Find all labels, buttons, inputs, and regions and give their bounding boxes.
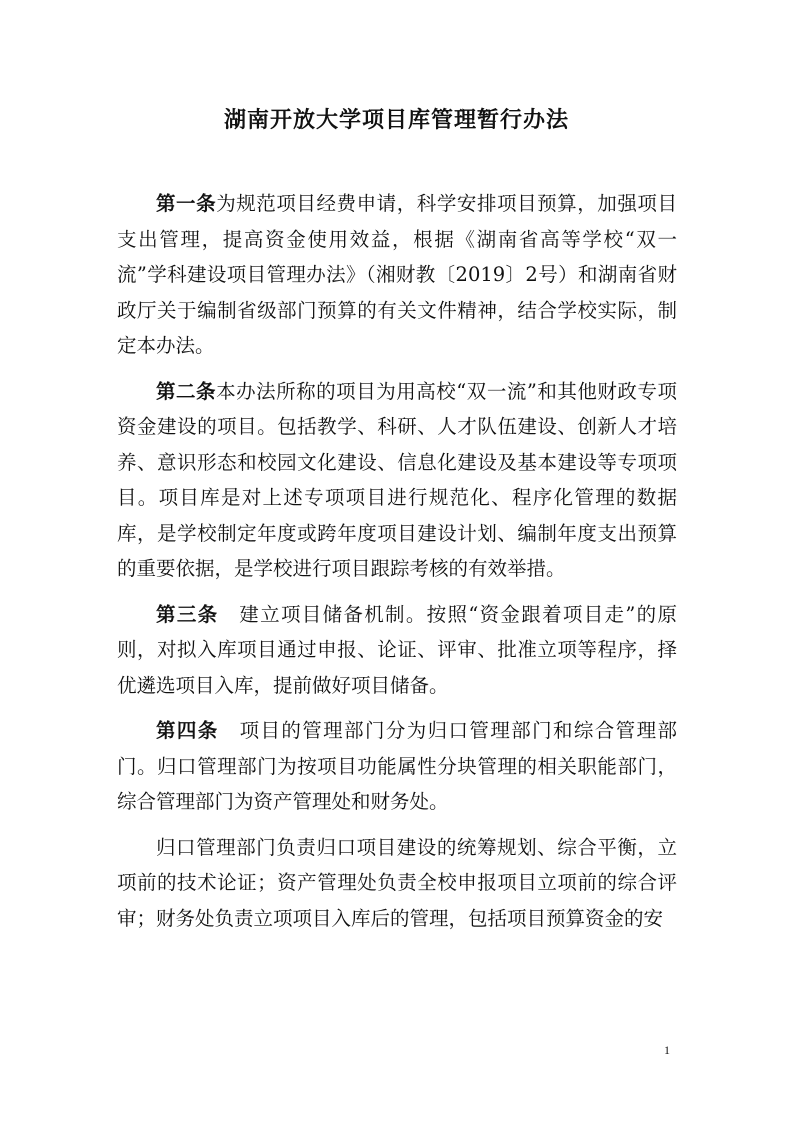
article-4-label: 第四条 [156, 719, 219, 742]
page-number: 1 [664, 1043, 670, 1057]
article-2 [117, 374, 677, 587]
article-3-sep [218, 603, 239, 626]
article-3 [117, 597, 677, 704]
article-1-label: 第一条 [156, 192, 217, 215]
article-3-text: 建立项目储备机制。按照“资金跟着项目走”的原则，对拟入库项目通过申报、论证、评审、批准立项等程序，择优遴选项目入库，提前做好项目储备。 [117, 602, 677, 697]
article-2-label: 第二条 [156, 379, 217, 403]
article-1 [117, 186, 677, 364]
article-4-text: 项目的管理部门分为归口管理部门和综合管理部门。归口管理部门为按项目功能属性分块管理的相关职能部门，综合管理部门为资产管理处和财务处。 [117, 719, 677, 813]
article-1-text: 为规范项目经费申请，科学安排项目预算，加强项目支出管理，提高资金使用效益，根据《湖南省高等学校“双一流”学科建设项目管理办法》（湘财教〔2019〕2号）和湖南省财政厅关于编制省级部门预算的有关文件精神，结合学校实际，制定本办法。 [117, 192, 677, 357]
article-2-text: 本办法所称的项目为用高校“双一流”和其他财政专项资金建设的项目。包括教学、科研、人才队伍建设、创新人才培养、意识形态和校园文化建设、信息化建设及基本建设等专项项目。项目库是对上述专项项目进行规范化、程序化管理的数据库，是学校制定年度或跨年度项目建设计划、编制年度支出预算的重要依据，是学校进行项目跟踪考核的有效举措。 [117, 379, 677, 580]
article-3-label: 第三条 [156, 602, 219, 626]
document-title: 湖南开放大学项目库管理暂行办法 [223, 108, 569, 133]
article-4-sep [219, 719, 240, 742]
article-4 [117, 713, 677, 820]
document-body [117, 186, 677, 936]
article-4-continuation: 归口管理部门负责归口项目建设的统筹规划、综合平衡，立项前的技术论证；资产管理处负责全校申报项目立项前的综合评审；财务处负责立项项目入库后的管理，包括项目预算资金的安 [117, 835, 677, 930]
